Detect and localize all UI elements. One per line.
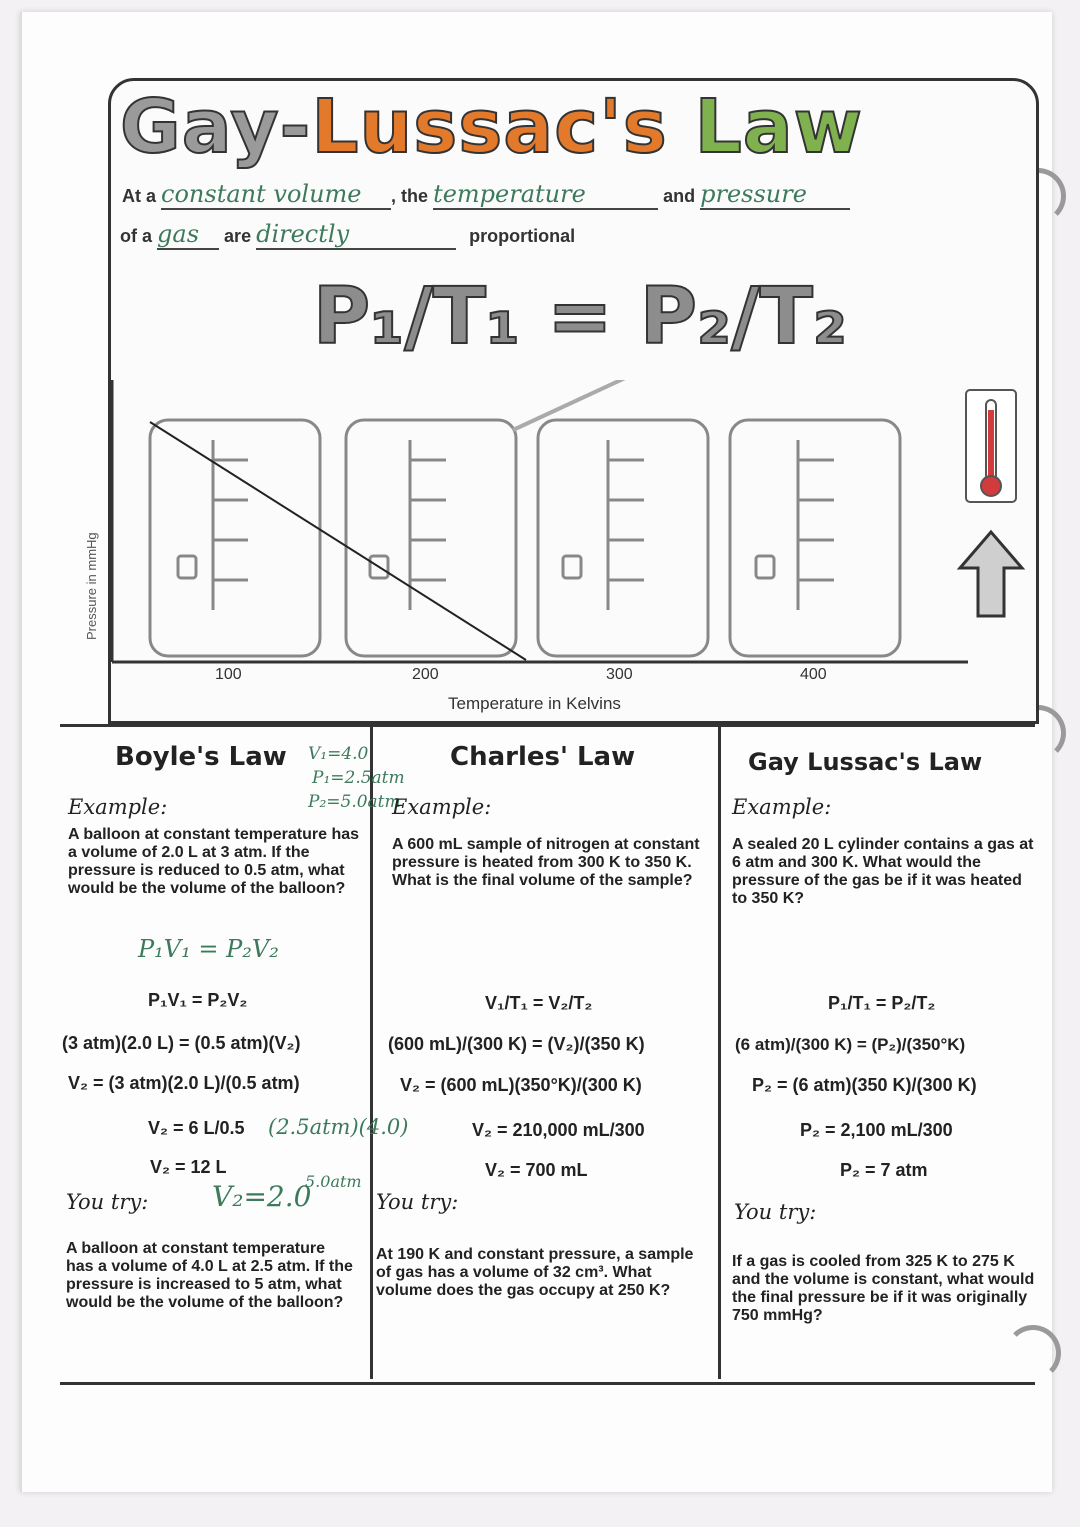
definition-line-1	[122, 180, 850, 210]
definition-are: are	[224, 226, 252, 246]
formula: P₁/T₁ = P₂/T₂	[312, 272, 848, 362]
boyle-eq4: V₂ = 6 L/0.5	[148, 1118, 245, 1138]
charles-you-try-label: You try:	[376, 1190, 459, 1214]
definition-blank-pressure: pressure	[700, 180, 850, 210]
definition-blank-gas: gas	[157, 220, 219, 250]
title-part-2: Lussac's	[311, 84, 668, 170]
beaker-4	[730, 420, 900, 656]
gay-lussac-eq2: (6 atm)/(300 K) = (P₂)/(350°K)	[735, 1035, 966, 1054]
tick-100: 100	[215, 666, 242, 683]
beaker-3	[538, 420, 708, 656]
thermometer-icon	[966, 390, 1016, 502]
title-part-1: Gay-	[120, 84, 312, 170]
tick-400: 400	[800, 666, 827, 683]
title-part-3: Law	[694, 84, 864, 170]
tick-300: 300	[606, 666, 633, 683]
definition-proportional: proportional	[469, 226, 576, 246]
definition-line-2	[120, 220, 575, 250]
column-divider-1	[370, 724, 373, 1379]
boyle-example-text: A balloon at constant temperature has a volume of 2.0 L at 3 atm. If the pressure is reduced to 0.5 atm, what would be the volume of the balloon?	[68, 826, 360, 897]
hand-drawn-diagonal	[150, 422, 526, 660]
definition-blank-temperature: temperature	[433, 180, 658, 210]
gay-lussac-title: Gay Lussac's Law	[748, 748, 983, 776]
beaker-1	[150, 420, 320, 656]
definition-at-a: At a	[122, 186, 157, 206]
tick-200: 200	[412, 666, 439, 683]
gray-trend-arrow	[513, 380, 638, 430]
charles-eq3: V₂ = (600 mL)(350°K)/(300 K)	[400, 1075, 642, 1095]
boyle-note-p1: P₁=2.5atm	[312, 768, 405, 788]
up-arrow-icon	[960, 532, 1022, 616]
boyle-note-answer: V₂=2.0	[212, 1180, 312, 1213]
gay-lussac-eq5: P₂ = 7 atm	[840, 1160, 928, 1180]
gay-lussac-eq4: P₂ = 2,100 mL/300	[800, 1120, 953, 1140]
charles-example-label: Example:	[392, 795, 492, 819]
gay-lussac-you-try-text: If a gas is cooled from 325 K to 275 K and the volume is constant, what would the final pressure be if it was originally 750 mmHg?	[732, 1253, 1035, 1324]
definition-blank-constant-volume: constant volume	[161, 180, 391, 210]
gay-lussac-eq1: P₁/T₁ = P₂/T₂	[828, 993, 936, 1013]
gay-lussac-example-label: Example:	[732, 795, 832, 819]
boyle-eq3: V₂ = (3 atm)(2.0 L)/(0.5 atm)	[68, 1073, 300, 1093]
beaker-2	[346, 420, 516, 656]
beaker-graph	[108, 380, 1033, 670]
charles-eq2: (600 mL)/(300 K) = (V₂)/(350 K)	[388, 1034, 645, 1054]
gay-lussac-you-try-label: You try:	[734, 1200, 817, 1224]
charles-eq1: V₁/T₁ = V₂/T₂	[485, 993, 593, 1013]
gay-lussac-example-text: A sealed 20 L cylinder contains a gas at 6 atm and 300 K. What would the pressure of the gas be if it was heated to 350 K?	[732, 836, 1034, 907]
definition-blank-directly: directly	[256, 220, 456, 250]
boyle-note-v1: V₁=4.0	[308, 744, 369, 764]
boyle-eq2: (3 atm)(2.0 L) = (0.5 atm)(V₂)	[62, 1033, 301, 1053]
charles-you-try-text: At 190 K and constant pressure, a sample of gas has a volume of 32 cm³. What volume does the gas occupy at 250 K?	[376, 1246, 694, 1299]
boyle-eq1: P₁V₁ = P₂V₂	[148, 990, 248, 1010]
boyle-note-formula: P₁V₁ = P₂V₂	[138, 935, 279, 963]
page-title	[120, 82, 1020, 172]
charles-eq5: V₂ = 700 mL	[485, 1160, 588, 1180]
definition-and: and	[663, 186, 696, 206]
gay-lussac-eq3: P₂ = (6 atm)(350 K)/(300 K)	[752, 1075, 977, 1095]
column-divider-2	[718, 724, 721, 1379]
charles-title: Charles' Law	[450, 742, 636, 772]
definition-the: , the	[391, 186, 429, 206]
boyle-eq5: V₂ = 12 L	[150, 1157, 227, 1177]
boyle-note-p2: P₂=5.0atm	[308, 792, 401, 812]
boyle-you-try-label: You try:	[66, 1190, 149, 1214]
charles-example-text: A 600 mL sample of nitrogen at constant pressure is heated from 300 K to 350 K. What is the final volume of the sample?	[392, 836, 700, 889]
definition-of-a: of a	[120, 226, 153, 246]
charles-eq4: V₂ = 210,000 mL/300	[472, 1120, 645, 1140]
boyle-title: Boyle's Law	[115, 742, 287, 772]
y-axis-label: Pressure in mmHg	[84, 532, 99, 640]
boyle-example-label: Example:	[68, 795, 168, 819]
boyle-note-pressure: 5.0atm	[305, 1172, 362, 1191]
boyle-note-calc: (2.5atm)(4.0)	[268, 1115, 409, 1139]
x-axis-label: Temperature in Kelvins	[448, 694, 621, 713]
boyle-you-try-text: A balloon at constant temperature has a volume of 4.0 L at 2.5 atm. If the pressure is increased to 5 atm, what would be the volume of the balloon?	[66, 1240, 353, 1311]
